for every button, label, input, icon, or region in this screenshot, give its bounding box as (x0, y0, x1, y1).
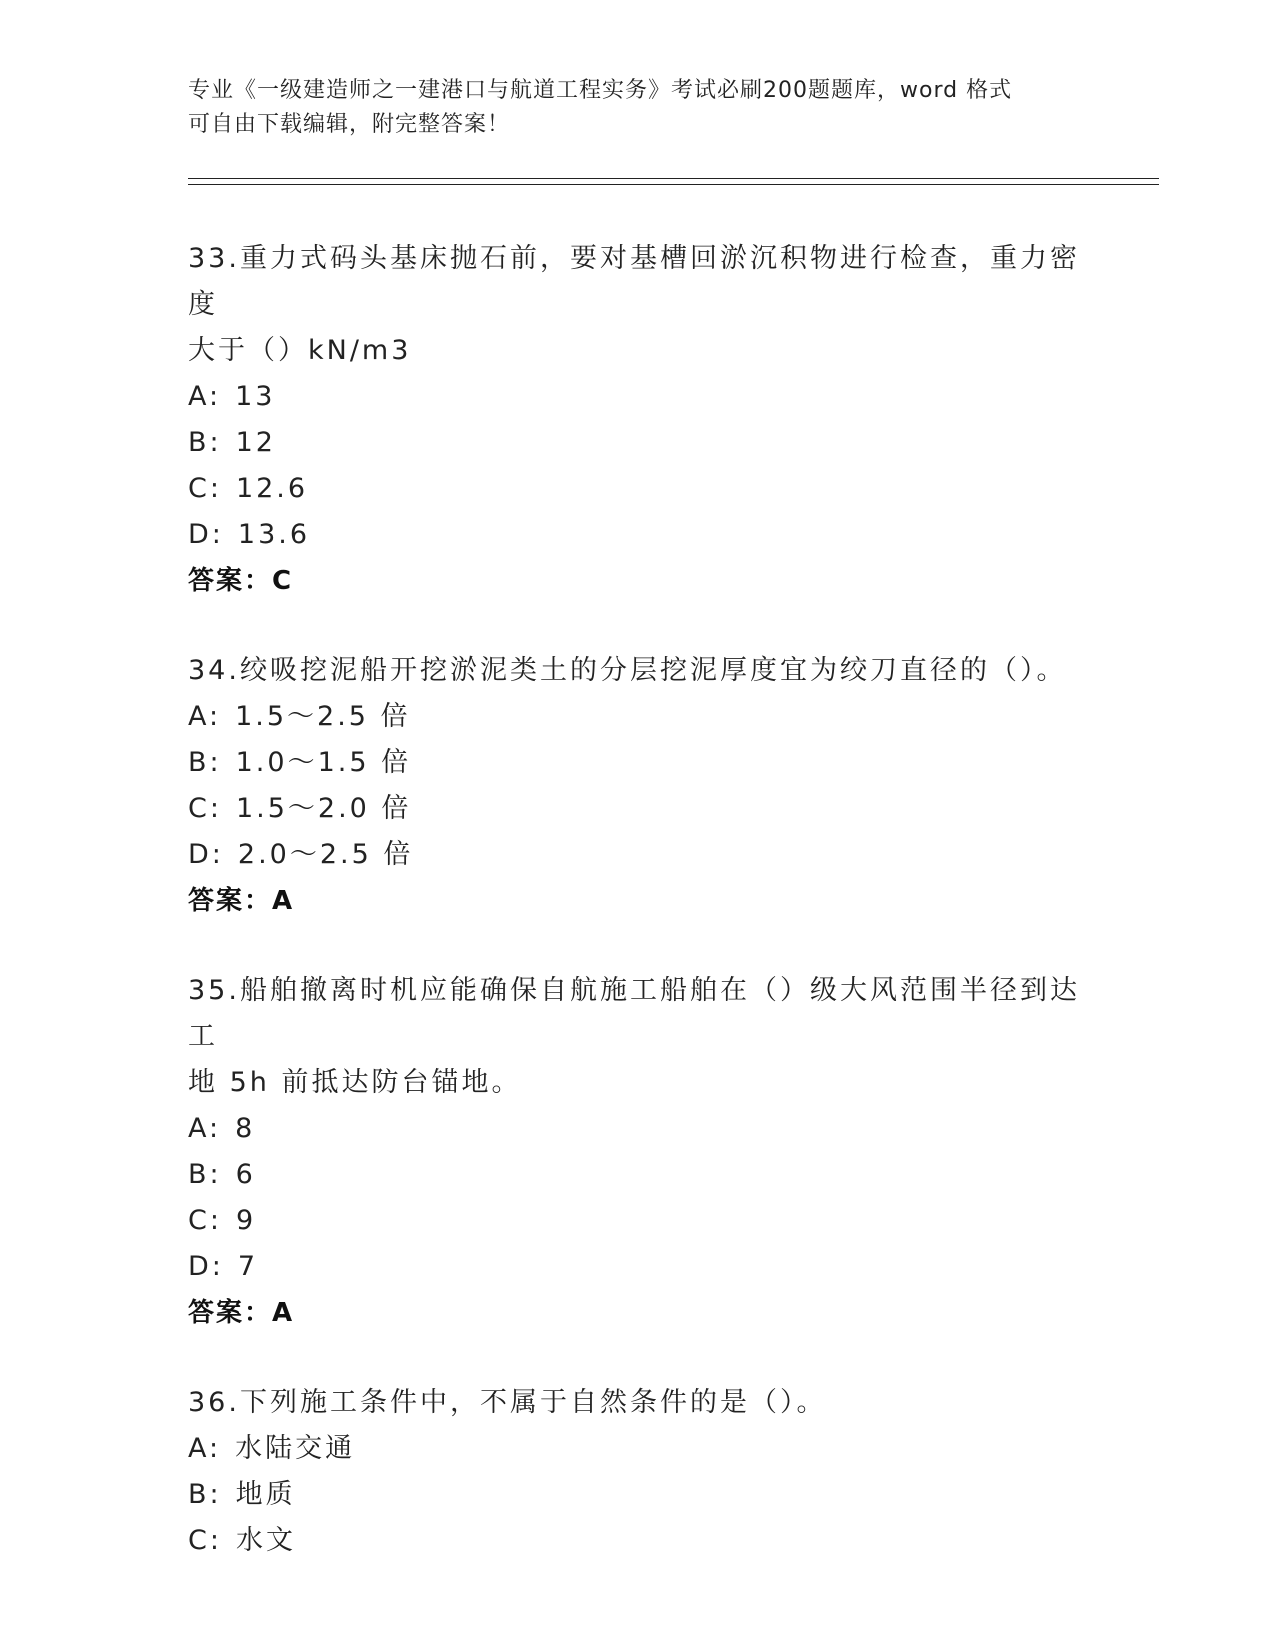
option-label: A: (188, 701, 222, 732)
option-a (188, 694, 1088, 740)
header-line-1: 专业《一级建造师之一建港口与航道工程实务》考试必刷200题题库，word 格式 (188, 78, 1013, 103)
question-text (188, 236, 1088, 374)
document-header (188, 74, 1088, 142)
option-a (188, 1426, 1088, 1472)
option-label: C: (188, 1205, 222, 1236)
option-label: C: (188, 1525, 222, 1556)
option-label: C: (188, 473, 222, 504)
option-label: D: (188, 1251, 224, 1282)
option-a (188, 1106, 1088, 1152)
option-a (188, 374, 1088, 420)
question-text-line: 33.重力式码头基床抛石前，要对基槽回淤沉积物进行检查，重力密度 (188, 243, 1080, 320)
option-b (188, 740, 1088, 786)
option-label: B: (188, 1479, 222, 1510)
option-text: 9 (235, 1205, 257, 1236)
option-d (188, 512, 1088, 558)
option-d (188, 1244, 1088, 1290)
question-text-line: 35.船舶撤离时机应能确保自航施工船舶在（）级大风范围半径到达工 (188, 975, 1080, 1052)
option-b (188, 420, 1088, 466)
option-label: A: (188, 381, 222, 412)
header-line-2: 可自由下载编辑，附完整答案！ (188, 112, 511, 137)
option-label: C: (188, 793, 222, 824)
option-text: 水文 (235, 1525, 296, 1556)
option-text: 水陆交通 (235, 1433, 356, 1464)
option-label: A: (188, 1433, 222, 1464)
question-list (188, 236, 1088, 1608)
option-text: 1.5～2.5 倍 (235, 701, 411, 732)
option-text: 7 (237, 1251, 259, 1282)
answer-line: 答案：A (188, 886, 295, 916)
header-divider-bottom (188, 184, 1159, 185)
option-text: 8 (235, 1113, 256, 1144)
option-text: 1.0～1.5 倍 (235, 747, 412, 778)
option-label: D: (188, 839, 224, 870)
question-33 (188, 236, 1088, 604)
option-text: 2.0～2.5 倍 (237, 839, 414, 870)
option-text: 1.5～2.0 倍 (235, 793, 412, 824)
option-c (188, 466, 1088, 512)
question-text-line: 地 5h 前抵达防台锚地。 (188, 1067, 522, 1098)
question-35 (188, 968, 1088, 1336)
question-text-line: 34.绞吸挖泥船开挖淤泥类土的分层挖泥厚度宜为绞刀直径的（）。 (188, 655, 1067, 686)
option-text: 12.6 (235, 473, 309, 504)
question-text (188, 1380, 1088, 1426)
answer-line: 答案：C (188, 566, 294, 596)
option-label: B: (188, 427, 222, 458)
option-text: 13 (235, 381, 276, 412)
answer-line: 答案：A (188, 1298, 295, 1328)
option-b (188, 1472, 1088, 1518)
option-label: B: (188, 747, 222, 778)
question-34 (188, 648, 1088, 924)
question-text-line: 大于（）kN/m3 (188, 335, 412, 366)
option-d (188, 832, 1088, 878)
option-c (188, 1198, 1088, 1244)
option-label: A: (188, 1113, 222, 1144)
option-c (188, 1518, 1088, 1564)
option-text: 12 (235, 427, 276, 458)
option-text: 地质 (235, 1479, 296, 1510)
option-c (188, 786, 1088, 832)
option-text: 6 (235, 1159, 256, 1190)
header-divider-top (188, 178, 1159, 179)
question-text (188, 968, 1088, 1106)
option-b (188, 1152, 1088, 1198)
question-text-line: 36.下列施工条件中，不属于自然条件的是（）。 (188, 1387, 827, 1418)
option-label: B: (188, 1159, 222, 1190)
option-label: D: (188, 519, 224, 550)
question-36 (188, 1380, 1088, 1564)
question-text (188, 648, 1088, 694)
option-text: 13.6 (237, 519, 311, 550)
